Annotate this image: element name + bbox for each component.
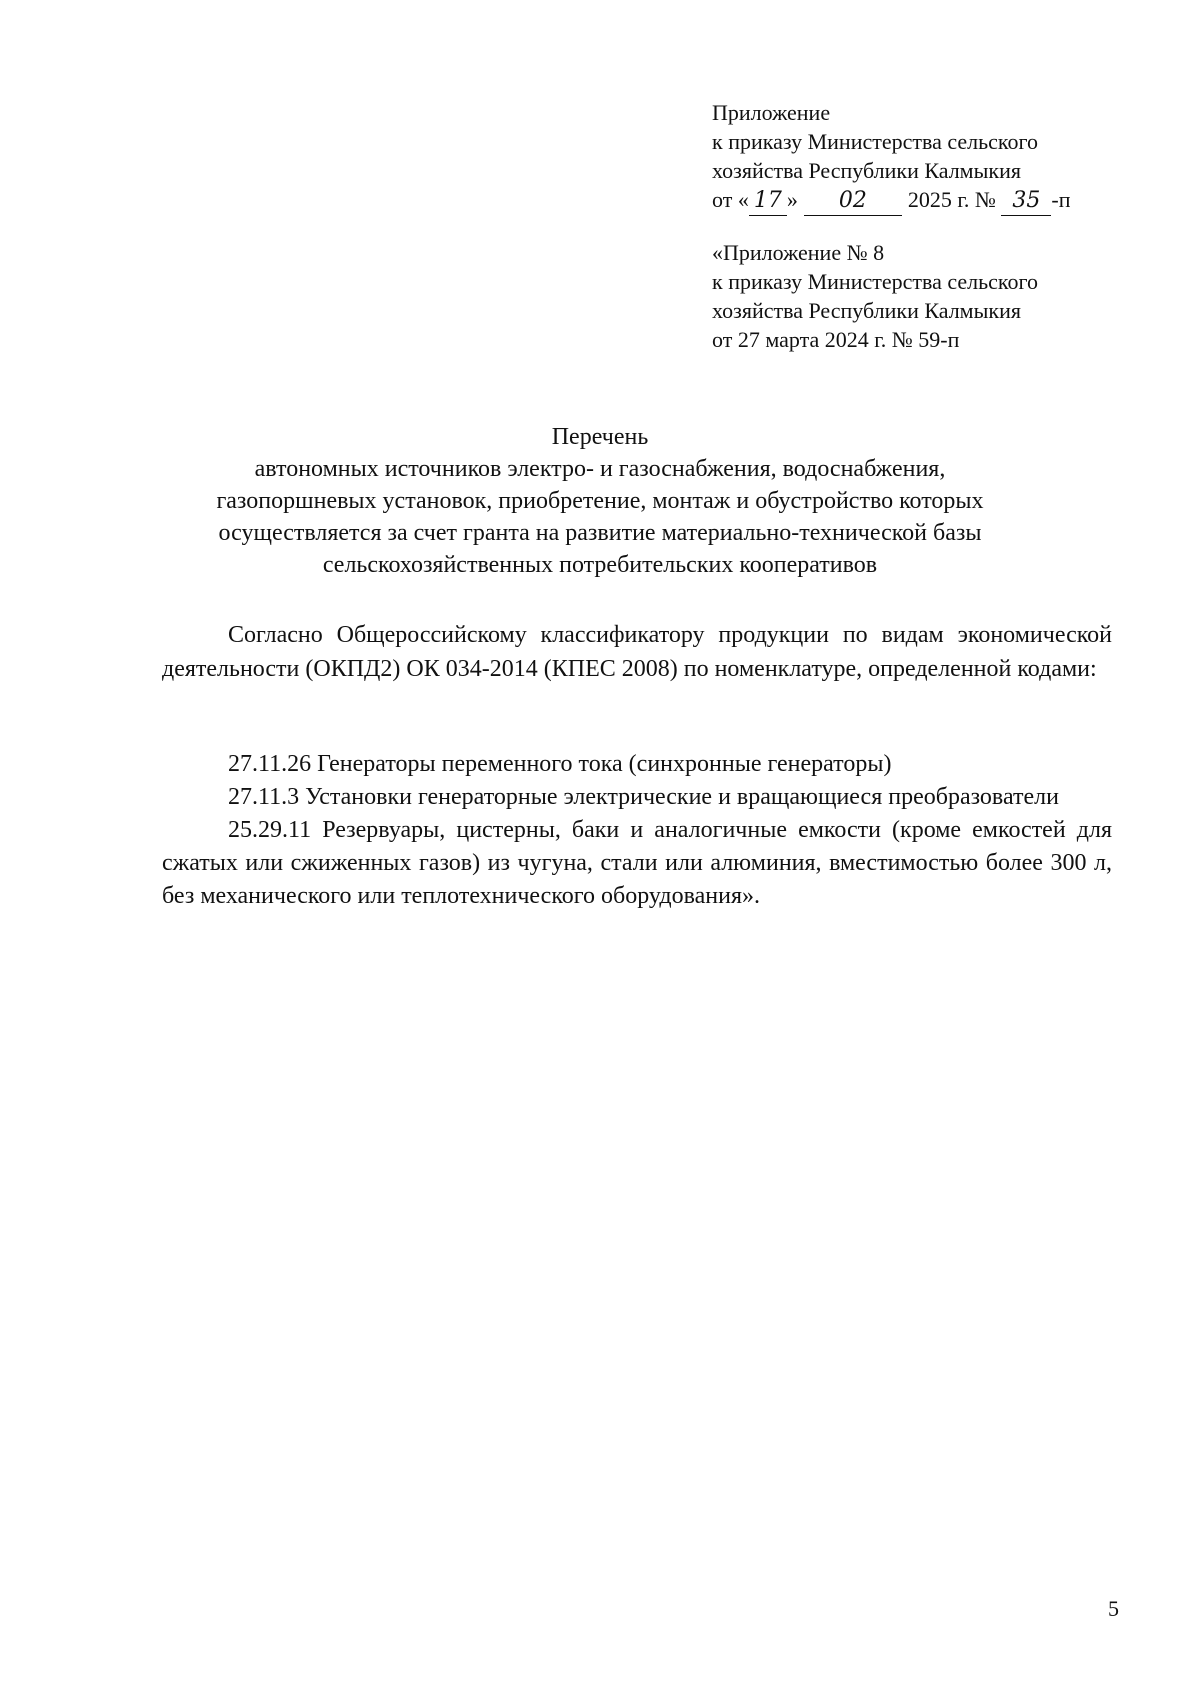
page-number: 5 (1108, 1596, 1119, 1621)
title-line-2: газопоршневых установок, приобретение, монтаж и обустройство которых (216, 488, 984, 514)
appendix-header (712, 98, 1070, 216)
code-item-25-29-11: 25.29.11 Резервуары, цистерны, баки и аналогичные емкости (кроме емкостей для сжатых или сжиженных газов) из чугуна, стали или алюминия, вместимостью более 300 л, без механического или теплотехнического оборудования». (162, 817, 1112, 909)
header2-line-2: к приказу Министерства сельского (712, 269, 1038, 294)
title-line-1: автономных источников электро- и газоснабжения, водоснабжения, (254, 456, 946, 482)
handwritten-day: 17 (749, 186, 787, 216)
header2-line-1: «Приложение № 8 (712, 240, 885, 265)
handwritten-month: 02 (804, 186, 902, 216)
header2-line-3: хозяйства Республики Калмыкия (712, 298, 1021, 323)
amended-appendix-header (712, 238, 1038, 354)
header-line-1: Приложение (712, 100, 831, 125)
header-line-3: хозяйства Республики Калмыкия (712, 158, 1021, 183)
intro-paragraph: Согласно Общероссийскому классификатору продукции по видам экономической деятельности (ОКПД2) ОК 034-2014 (КПЕС 2008) по номенклатуре, определенной кодами: (162, 622, 1112, 682)
date-year: 2025 г. № (907, 187, 996, 212)
header2-line-4: от 27 марта 2024 г. № 59-п (712, 327, 960, 352)
code-item-27-11-26: 27.11.26 Генераторы переменного тока (синхронные генераторы) (228, 751, 892, 777)
code-item-27-11-3: 27.11.3 Установки генераторные электрические и вращающиеся преобразователи (228, 784, 1059, 810)
header-line-2: к приказу Министерства сельского (712, 129, 1038, 154)
title-line-4: сельскохозяйственных потребительских кооперативов (322, 552, 878, 578)
title-line-3: осуществляется за счет гранта на развитие материально-технической базы (218, 520, 982, 546)
date-mid: » (786, 187, 798, 212)
title-heading: Перечень (551, 424, 649, 450)
handwritten-order-number: 35 (1001, 186, 1051, 216)
order-number-suffix: -п (1051, 187, 1071, 212)
code-list (162, 748, 1112, 913)
document-title (140, 421, 1060, 581)
header-date-line (712, 185, 1070, 216)
date-prefix: от « (712, 187, 749, 212)
